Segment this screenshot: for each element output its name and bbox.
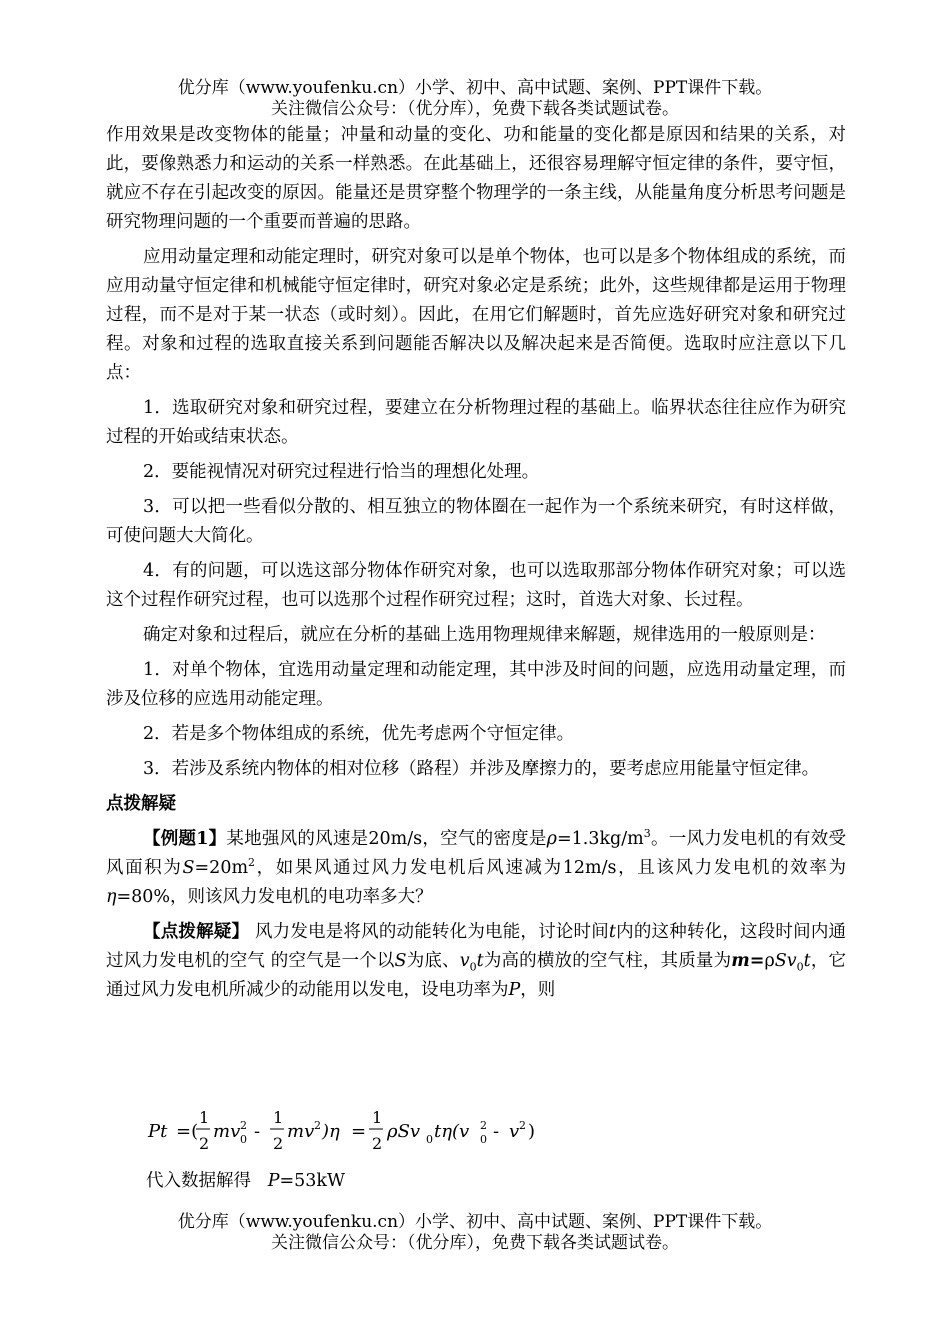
solution-label: 【点拨解疑】 [143, 922, 250, 942]
header-line-2: 关注微信公众号：（优分库），免费下载各类试题试卷。 [271, 99, 679, 119]
answer-value: =53kW [279, 1171, 346, 1191]
paragraph-rule-selection: 确定对象和过程后，就应在分析的基础上选用物理规律来解题，规律选用的一般原则是： [143, 625, 826, 645]
fraction-numerator: 1 [199, 1108, 210, 1127]
fraction-denominator: 2 [372, 1134, 383, 1153]
minus-sign: - [493, 1121, 500, 1142]
fraction-numerator: 1 [372, 1108, 383, 1127]
area-symbol: S [182, 858, 195, 878]
example-label: 【例题1】 [143, 829, 227, 849]
exponent: 2 [240, 1119, 247, 1132]
answer-text: 代入数据解得 [146, 1171, 251, 1191]
paragraph-intro: 作用效果是改变物体的能量；冲量和动量的变化、功和能量的变化都是原因和结果的关系，对此，要像熟悉力和运动的关系一样熟悉。在此基础上，还很容易理解守恒定律的条件，要守恒，就应不存在引起改变的原因。能量还是贯穿整个物理学的一条主线，从能量角度分析思考问题是研究物理问题的一个重要而普遍的思路。 [106, 125, 846, 232]
superscript: 2 [248, 856, 256, 870]
time-symbol: t [803, 951, 811, 971]
term-v: v [509, 1121, 520, 1142]
exponent: 2 [314, 1119, 321, 1132]
answer-line [146, 1168, 345, 1194]
example-text: 。一风力发电机的有效受风面积为 [106, 829, 846, 878]
example-text: =80%，则该风力发电机的电功率多大？ [116, 887, 433, 907]
example-text: 某地强风的风速是20m/s，空气的密度是 [226, 829, 547, 849]
example-text: ，如果风通过风力发电机后风速减为12m/s，且该风力发电机的效率为 [255, 858, 846, 878]
solution-fragment: 内的这种转化，这段时间内通过风力发电机的空气 的空气是一个以 [106, 922, 847, 971]
footer-line-2: 关注微信公众号：（优分库），免费下载各类试题试卷。 [271, 1233, 679, 1253]
subscript: 0 [796, 960, 804, 974]
equals-sign: = [351, 1121, 367, 1142]
term-mv0: mv [213, 1121, 241, 1142]
power-symbol: P [508, 980, 521, 1000]
list-item: 3．可以把一些看似分散的、相互独立的物体圈在一起作为一个系统来研究，有时这样做，可使问题大大简化。 [106, 497, 846, 546]
rho-symbol: ρ [764, 951, 775, 971]
list-item: 4．有的问题，可以选这部分物体作研究对象，也可以选取那部分物体作研究对象；可以选这个过程作研究过程，也可以选那个过程作研究过程；这时，首选大对象、长过程。 [106, 561, 846, 610]
footer-line-1: 优分库（www.youfenku.cn）小学、初中、高中试题、案例、PPT课件下载。 [177, 1212, 773, 1232]
formula-eq-paren: =( [176, 1121, 199, 1142]
mass-symbol: m [731, 951, 750, 971]
subscript: 0 [469, 960, 477, 974]
power-symbol: P [267, 1171, 280, 1191]
solution-text [106, 918, 846, 1005]
term-rho-s-v: ρSv [387, 1121, 421, 1142]
fraction-denominator: 2 [199, 1134, 210, 1153]
power-formula [146, 1105, 566, 1157]
subscript-zero: 0 [240, 1133, 247, 1146]
list-item: 2．若是多个物体组成的系统，优先考虑两个守恒定律。 [143, 724, 575, 744]
eta-symbol: η [106, 887, 117, 907]
solution-fragment: 为底、 [406, 951, 460, 971]
solution-fragment: ，它通过风力发电机所减少的动能用以发电，设电功率为 [106, 951, 847, 1000]
list-item: 1．选取研究对象和研究过程，要建立在分析物理过程的基础上。临界状态往往应作为研究过程的开始或结束状态。 [106, 398, 846, 447]
minus-sign: - [254, 1121, 261, 1142]
sv-symbol: Sv [774, 951, 797, 971]
time-symbol: t [608, 922, 616, 942]
subscript-zero: 0 [480, 1133, 487, 1146]
list-item: 2．要能视情况对研究过程进行恰当的理想化处理。 [143, 462, 540, 482]
header-line-1: 优分库（www.youfenku.cn）小学、初中、高中试题、案例、PPT课件下载。 [177, 78, 773, 98]
superscript: 3 [643, 827, 651, 841]
exponent: 2 [480, 1119, 487, 1132]
solution-fragment: 为高的横放的空气柱，其质量为 [483, 951, 732, 971]
time-symbol: t [476, 951, 484, 971]
exponent: 2 [519, 1119, 526, 1132]
fraction-denominator: 2 [273, 1134, 284, 1153]
area-symbol: S [394, 951, 407, 971]
example-question [106, 825, 846, 912]
close-paren: ) [528, 1121, 536, 1142]
solution-fragment: 风力发电是将风的动能转化为电能，讨论时间 [249, 922, 609, 942]
paragraph-research-object: 应用动量定理和动能定理时，研究对象可以是单个物体，也可以是多个物体组成的系统，而应用动量守恒定律和机械能守恒定律时，研究对象必定是系统；此外，这些规律都是运用于物理过程，而不是对于某一状态（或时刻）。因此，在用它们解题时，首先应选好研究对象和研究过程。对象和过程的选取直接关系到问题能否解决以及解决起来是否简便。选取时应注意以下几点： [106, 247, 846, 383]
rho-symbol: ρ [546, 829, 557, 849]
equals-sign: = [749, 951, 765, 971]
solution-fragment: ，则 [520, 980, 556, 1000]
velocity-symbol: v [459, 951, 470, 971]
term-mv: mv [287, 1121, 315, 1142]
term-t-eta-v: tη(v [434, 1121, 470, 1142]
subscript-zero: 0 [426, 1133, 433, 1146]
example-text: =1.3kg/m [556, 829, 644, 849]
fraction-numerator: 1 [273, 1108, 284, 1127]
page-header [0, 78, 950, 120]
formula-lhs: Pt [148, 1121, 168, 1142]
section-heading: 点拨解疑 [106, 794, 176, 814]
example-text: =20m [194, 858, 249, 878]
eta-close: )η [322, 1121, 340, 1142]
document-body [106, 121, 846, 1011]
list-item: 3．若涉及系统内物体的相对位移（路程）并涉及摩擦力的，要考虑应用能量守恒定律。 [143, 759, 820, 779]
page-footer [0, 1212, 950, 1254]
list-item: 1．对单个物体，宜选用动量定理和动能定理，其中涉及时间的问题，应选用动量定理，而涉及位移的应选用动能定理。 [106, 660, 846, 709]
